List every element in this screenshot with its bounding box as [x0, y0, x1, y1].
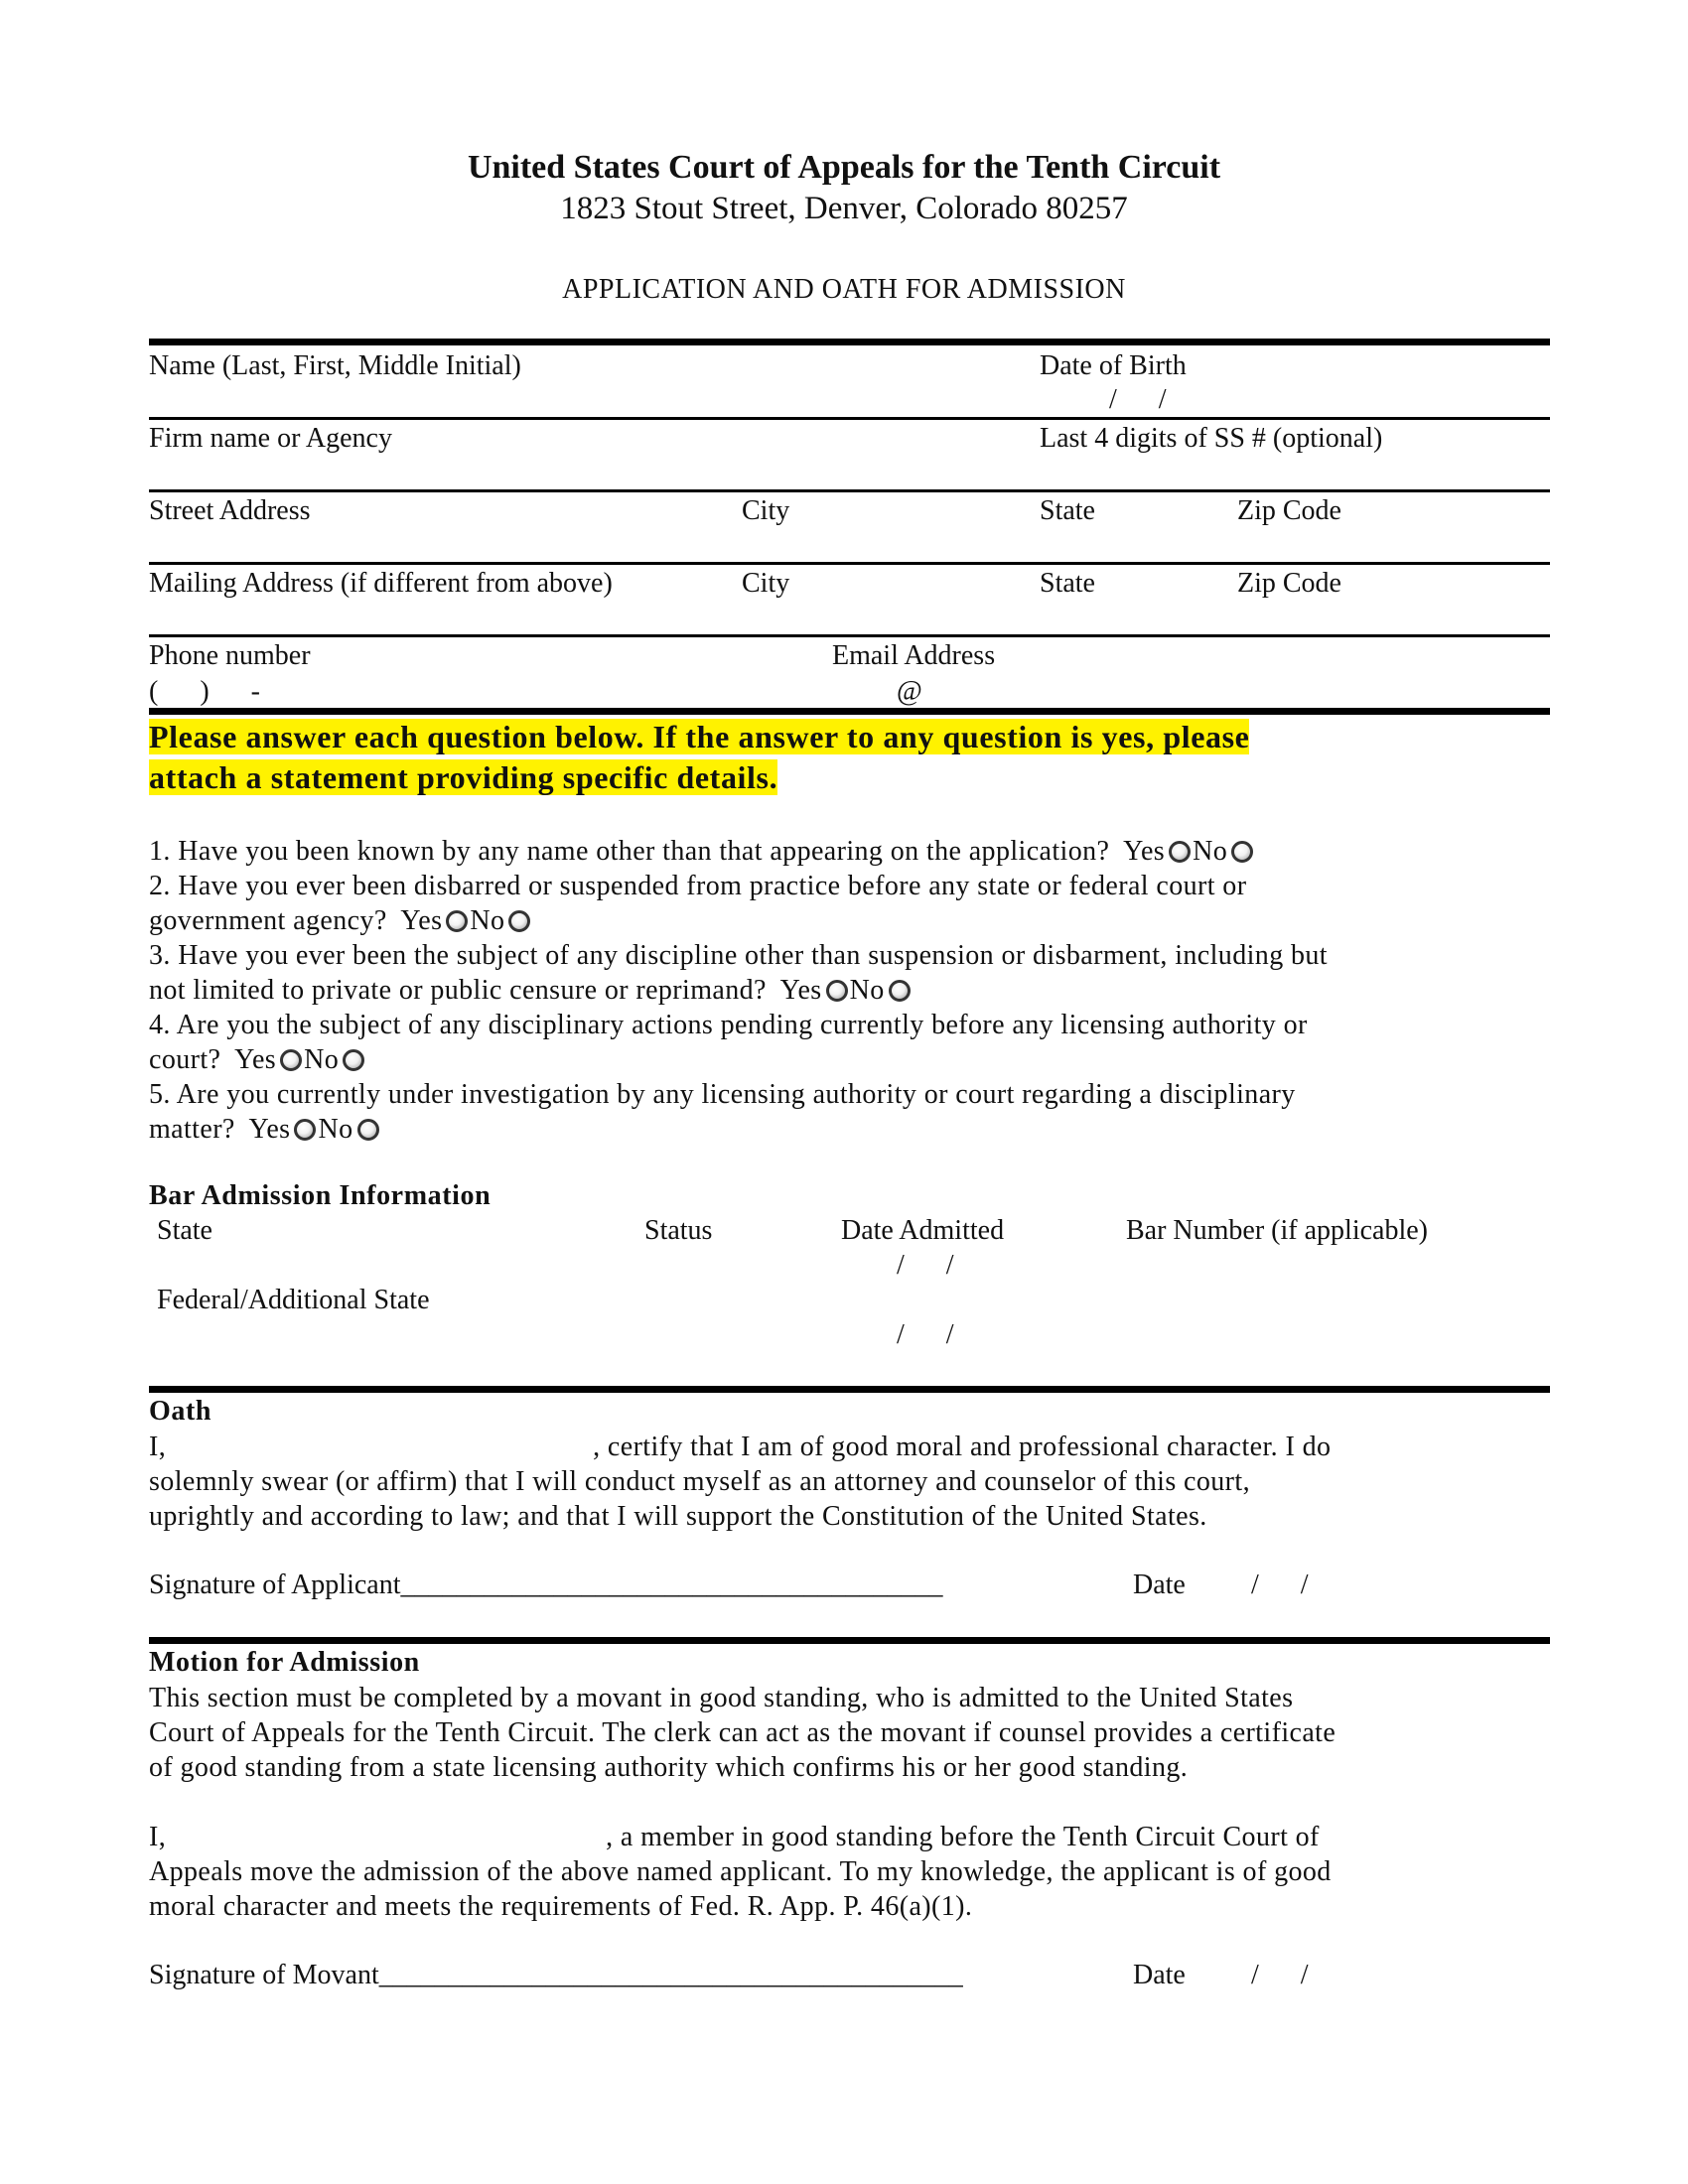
bar-date-slashes-1[interactable]: / / — [897, 1250, 954, 1281]
motion-p1-line-3: of good standing from a state licensing authority which confirms his or her good standing. — [149, 1752, 1189, 1783]
court-address: 1823 Stout Street, Denver, Colorado 80257 — [560, 191, 1128, 226]
motion-paragraph-2 — [149, 1820, 1559, 1924]
motion-p2-line-2: Appeals move the admission of the above named applicant. To my knowledge, the applicant is of good — [149, 1856, 1332, 1887]
contact-bottom-rule — [149, 708, 1550, 715]
rule-2 — [149, 489, 1550, 492]
q1-yes-radio[interactable] — [1169, 841, 1191, 863]
bar-date-admitted-label: Date Admitted — [841, 1215, 1005, 1246]
notice-line-1: Please answer each question below. If the answer to any question is yes, please — [149, 719, 1250, 754]
oath-heading: Oath — [149, 1396, 212, 1427]
rule-1 — [149, 417, 1550, 420]
oath-top-rule — [149, 1386, 1550, 1393]
street-label: Street Address — [149, 495, 311, 526]
q3-yes-radio[interactable] — [826, 980, 848, 1002]
question-4: 4. Are you the subject of any disciplinary actions pending currently before any licensing authority or court? Yes No — [149, 1010, 1308, 1075]
oath-i: I, — [149, 1432, 167, 1462]
bar-state-label: State — [157, 1215, 212, 1246]
q4-yes-radio[interactable] — [280, 1049, 302, 1071]
form-title: APPLICATION AND OATH FOR ADMISSION — [562, 274, 1126, 305]
q4-no-radio[interactable] — [343, 1049, 364, 1071]
motion-p1-line-2: Court of Appeals for the Tenth Circuit. The clerk can act as the movant if counsel provides a certificate — [149, 1717, 1336, 1748]
movant-date-slashes[interactable]: / / — [1251, 1960, 1309, 1990]
q1-no-radio[interactable] — [1231, 841, 1253, 863]
court-title: United States Court of Appeals for the Tenth Circuit — [467, 149, 1221, 186]
questions-block — [149, 834, 1559, 1147]
dob-label: Date of Birth — [1040, 350, 1187, 381]
bar-status-label: Status — [644, 1215, 713, 1246]
bar-number-label: Bar Number (if applicable) — [1126, 1215, 1428, 1246]
name-label: Name (Last, First, Middle Initial) — [149, 350, 521, 381]
motion-top-rule — [149, 1637, 1550, 1644]
bar-date-slashes-2[interactable]: / / — [897, 1319, 954, 1350]
email-at[interactable]: @ — [897, 676, 922, 707]
mailing-state-label: State — [1040, 568, 1095, 599]
phone-format[interactable]: ( ) - — [149, 676, 260, 707]
rule-4 — [149, 634, 1550, 637]
applicant-signature-line[interactable]: Signature of Applicant_______________________________________ — [149, 1570, 943, 1600]
q2-no-radio[interactable] — [508, 910, 530, 932]
q2-yes-radio[interactable] — [446, 910, 468, 932]
zip-label: Zip Code — [1237, 495, 1341, 526]
rule-3 — [149, 562, 1550, 565]
bar-heading: Bar Admission Information — [149, 1180, 492, 1211]
motion-p2-line-1: , a member in good standing before the Tenth Circuit Court of — [606, 1822, 1320, 1852]
state-label: State — [1040, 495, 1095, 526]
movant-signature-line[interactable]: Signature of Movant__________________________________________ — [149, 1960, 963, 1990]
ssn-label: Last 4 digits of SS # (optional) — [1040, 423, 1383, 454]
mailing-zip-label: Zip Code — [1237, 568, 1341, 599]
q5-no-radio[interactable] — [357, 1119, 379, 1141]
top-rule — [149, 339, 1550, 345]
motion-p1-line-1: This section must be completed by a movant in good standing, who is admitted to the United States — [149, 1683, 1294, 1713]
question-5: 5. Are you currently under investigation by any licensing authority or court regarding a disciplinary matter? Yes No — [149, 1079, 1296, 1145]
question-2: 2. Have you ever been disbarred or suspended from practice before any state or federal court or government agency? Yes No — [149, 871, 1247, 936]
yes-answer-notice — [149, 717, 1539, 798]
email-label: Email Address — [832, 640, 996, 671]
applicant-date-label: Date — [1133, 1570, 1186, 1600]
movant-date-label: Date — [1133, 1960, 1186, 1990]
mailing-label: Mailing Address (if different from above) — [149, 568, 613, 599]
mailing-city-label: City — [742, 568, 790, 599]
bar-federal-label: Federal/Additional State — [157, 1285, 430, 1315]
oath-text — [149, 1430, 1559, 1534]
oath-line-1: , certify that I am of good moral and professional character. I do — [593, 1432, 1332, 1462]
motion-p2-line-3: moral character and meets the requirements of Fed. R. App. P. 46(a)(1). — [149, 1891, 973, 1922]
firm-label: Firm name or Agency — [149, 423, 392, 454]
oath-line-2: solemnly swear (or affirm) that I will conduct myself as an attorney and counselor of this court, — [149, 1466, 1250, 1497]
question-3: 3. Have you ever been the subject of any discipline other than suspension or disbarment, including but not limited to private or public censure or reprimand? Yes No — [149, 940, 1328, 1006]
notice-line-2: attach a statement providing specific details. — [149, 759, 778, 795]
phone-label: Phone number — [149, 640, 311, 671]
city-label: City — [742, 495, 790, 526]
applicant-date-slashes[interactable]: / / — [1251, 1570, 1309, 1600]
oath-line-3: uprightly and according to law; and that I will support the Constitution of the United States. — [149, 1501, 1207, 1532]
question-1: 1. Have you been known by any name other than that appearing on the application? Yes No — [149, 834, 1559, 869]
q3-no-radio[interactable] — [889, 980, 911, 1002]
motion-paragraph-1 — [149, 1681, 1559, 1785]
q5-yes-radio[interactable] — [294, 1119, 316, 1141]
motion-heading: Motion for Admission — [149, 1647, 420, 1678]
dob-slashes[interactable]: / / — [1109, 384, 1167, 415]
motion-i: I, — [149, 1822, 167, 1852]
